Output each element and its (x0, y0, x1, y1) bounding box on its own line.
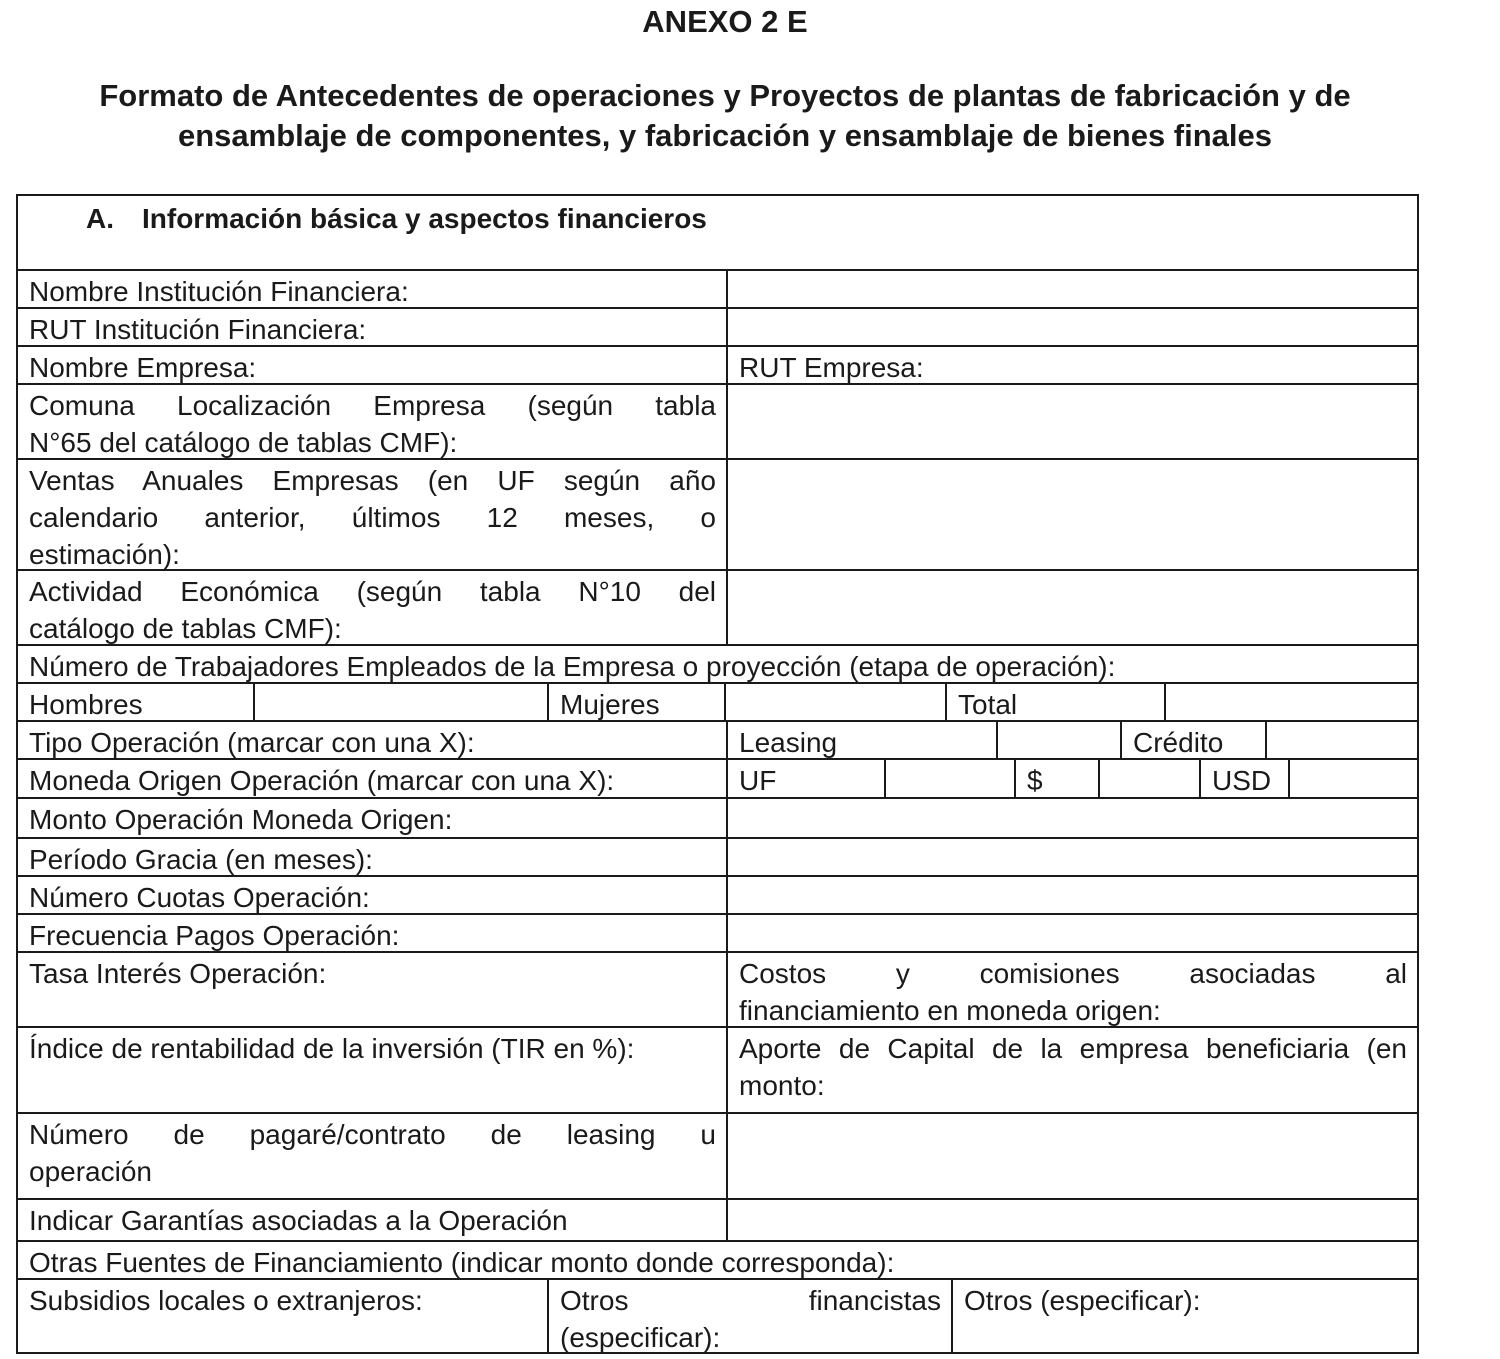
field-rut-empresa[interactable]: RUT Empresa: (728, 347, 1417, 385)
label-ventas-anuales (18, 460, 728, 571)
field-indice-rentabilidad[interactable]: Índice de rentabilidad de la inversión (TIR en %): (18, 1028, 728, 1114)
subtitle-line-1: Formato de Antecedentes de operaciones y Proyectos de plantas de fabricación y de (99, 78, 1351, 113)
label-uf: UF (728, 760, 886, 799)
document-subtitle (0, 76, 1450, 156)
actividad-line-2: catálogo de tablas CMF): (29, 613, 342, 644)
input-actividad-economica[interactable] (728, 571, 1417, 646)
input-ventas-anuales[interactable] (728, 460, 1417, 571)
label-garantias: Indicar Garantías asociadas a la Operación (18, 1200, 728, 1242)
label-usd: USD (1201, 760, 1290, 799)
label-total: Total (947, 684, 1166, 722)
input-frecuencia-pagos[interactable] (728, 915, 1417, 953)
label-otras-fuentes: Otras Fuentes de Financiamiento (indicar monto donde corresponda): (18, 1242, 1417, 1280)
input-total[interactable] (1166, 684, 1417, 722)
pagare-line-2: operación (29, 1156, 152, 1187)
section-header (18, 196, 1417, 271)
input-monto-operacion[interactable] (728, 799, 1417, 839)
checkbox-leasing[interactable] (998, 722, 1122, 760)
pagare-line-1: Número de pagaré/contrato de leasing u (29, 1119, 716, 1150)
label-pesos: $ (1016, 760, 1100, 799)
label-leasing: Leasing (728, 722, 998, 760)
form-table (16, 194, 1419, 1354)
costos-line-2: financiamiento en moneda origen: (739, 995, 1161, 1026)
field-subsidios[interactable]: Subsidios locales o extranjeros: (18, 1280, 549, 1352)
section-letter: A. (86, 203, 114, 234)
checkbox-credito[interactable] (1267, 722, 1417, 760)
annex-title: ANEXO 2 E (642, 4, 808, 39)
label-comuna (18, 385, 728, 460)
label-numero-pagare (18, 1114, 728, 1200)
input-comuna[interactable] (728, 385, 1417, 460)
label-tipo-operacion: Tipo Operación (marcar con una X): (18, 722, 728, 760)
checkbox-pesos[interactable] (1100, 760, 1201, 799)
input-rut-institucion[interactable] (728, 309, 1417, 347)
field-aporte-capital[interactable] (728, 1028, 1417, 1114)
input-nombre-institucion[interactable] (728, 271, 1417, 309)
otros-financistas-line-1: Otros financistas (560, 1285, 941, 1316)
aporte-line-2: monto: (739, 1070, 825, 1101)
field-otros-financistas[interactable] (549, 1280, 953, 1352)
label-numero-trabajadores: Número de Trabajadores Empleados de la Empresa o proyección (etapa de operación): (18, 646, 1417, 684)
aporte-line-1: Aporte de Capital de la empresa beneficiaria (en (739, 1033, 1407, 1064)
comuna-line-1: Comuna Localización Empresa (según tabla (29, 390, 716, 421)
ventas-line-3: estimación): (29, 539, 180, 570)
label-monto-operacion: Monto Operación Moneda Origen: (18, 799, 728, 839)
input-hombres[interactable] (255, 684, 549, 722)
label-nombre-institucion: Nombre Institución Financiera: (18, 271, 728, 309)
section-title: Información básica y aspectos financieros (142, 203, 707, 234)
checkbox-uf[interactable] (886, 760, 1016, 799)
label-rut-institucion: RUT Institución Financiera: (18, 309, 728, 347)
costos-line-1: Costos y comisiones asociadas al (739, 958, 1407, 989)
field-tasa-interes[interactable]: Tasa Interés Operación: (18, 953, 728, 1028)
label-credito: Crédito (1122, 722, 1267, 760)
field-nombre-empresa[interactable]: Nombre Empresa: (18, 347, 728, 385)
label-actividad-economica (18, 571, 728, 646)
input-numero-cuotas[interactable] (728, 877, 1417, 915)
field-otros-especificar[interactable]: Otros (especificar): (964, 1285, 1201, 1316)
actividad-line-1: Actividad Económica (según tabla N°10 del (29, 576, 716, 607)
label-hombres: Hombres (18, 684, 255, 722)
label-moneda-origen: Moneda Origen Operación (marcar con una X): (18, 760, 728, 799)
label-mujeres: Mujeres (549, 684, 726, 722)
input-numero-pagare[interactable] (728, 1114, 1417, 1200)
checkbox-usd[interactable] (1290, 760, 1417, 799)
otros-financistas-line-2: (especificar): (560, 1322, 721, 1352)
field-costos-comisiones[interactable] (728, 953, 1417, 1028)
input-mujeres[interactable] (726, 684, 947, 722)
comuna-line-2: N°65 del catálogo de tablas CMF): (29, 427, 458, 458)
label-numero-cuotas: Número Cuotas Operación: (18, 877, 728, 915)
label-frecuencia-pagos: Frecuencia Pagos Operación: (18, 915, 728, 953)
subtitle-line-2: ensamblaje de componentes, y fabricación y ensamblaje de bienes finales (177, 118, 1273, 153)
label-periodo-gracia: Período Gracia (en meses): (18, 839, 728, 877)
input-garantias[interactable] (728, 1200, 1417, 1242)
input-periodo-gracia[interactable] (728, 839, 1417, 877)
ventas-line-1: Ventas Anuales Empresas (en UF según año (29, 465, 716, 496)
ventas-line-2: calendario anterior, últimos 12 meses, o (29, 502, 716, 533)
